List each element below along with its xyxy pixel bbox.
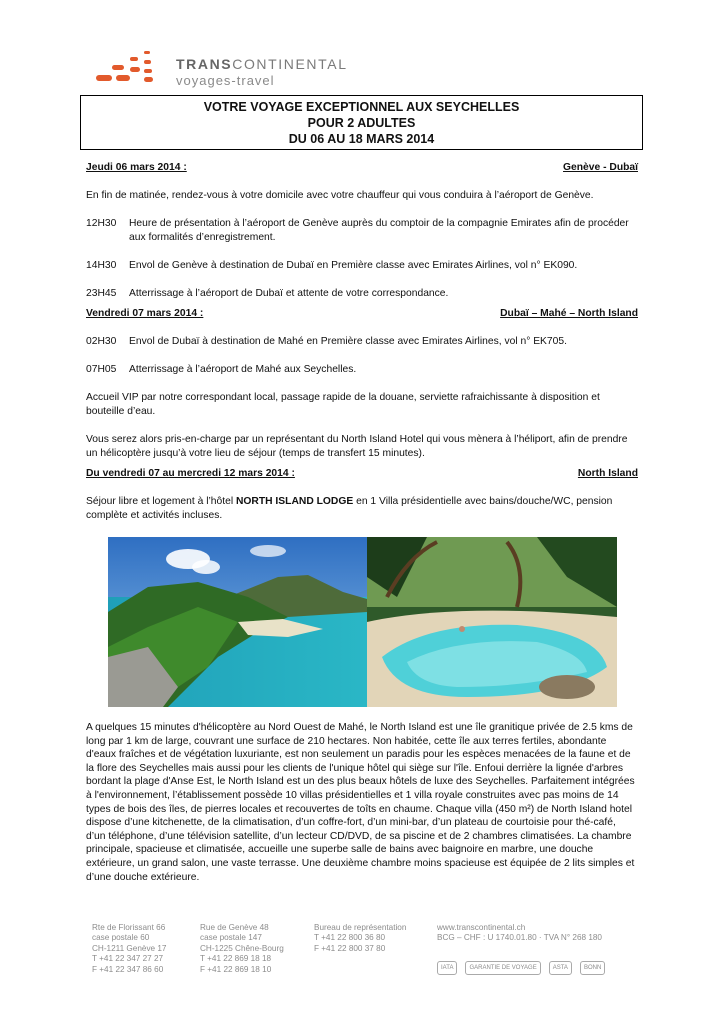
day-date: Jeudi 06 mars 2014 : [86, 162, 187, 173]
event-text: Atterrissage à l’aéroport de Mahé aux Seychelles. [129, 364, 357, 375]
title-line-3: DU 06 AU 18 MARS 2014 [288, 132, 435, 146]
event-time: 07H05 [86, 364, 117, 375]
schedule-row [86, 335, 638, 349]
hotel-description: A quelques 15 minutes d'hélicoptère au Nord Ouest de Mahé, le North Island est une île granitique privée de 2.5 kms de long par 1 km de large, couvrant une surface de 210 hectares. Non habitée, cette île aux terres fertiles, abondante d'eaux fraîches et de végétation luxuriante, est non seulement un paradis pour les espèces menacées de la faune et de la flore des Seychelles mais aussi pour les clients de l'unique hôtel qui siège sur l'île. Enfoui derrière la lignée d'arbres bordant la plage d'Anse Est, le North Island est un des plus beaux hôtels de luxe des Seychelles. Parfaitement intégrées à l'environnement, l’établissement possède 10 villas présidentielles et 1 villa royale construites avec pas moins de 14 types de bois des îles, de pierres locales et recouvertes de toîts en chaume. Chaque villa (450 m²) de North Island hotel dispose d’une kitchenette, de la climatisation, d’un coffre-fort, d’un mini-bar, d’un plateau de courtoisie pour thé-café, d’un téléphone, d’une télévision satellite, d’un lecteur CD/DVD, de sa piscine et de 2 chambres climatisées. La chambre principale, spacieuse et climatisée, accueille une superbe salle de bains avec baignoire en marbre, une douche extérieure, un grand salon, une vaste terrasse. Une deuxième chambre moins spacieuse est équipée de 2 lits simples et d’une douche extérieure. [86, 722, 635, 883]
day-heading [86, 467, 638, 481]
paragraph: Vous serez alors pris-en-charge par un représentant du North Island Hotel qui vous mènera à l’héliport, afin de prendre un hélicoptère jusqu’à votre lieu de séjour (temps de transfert 15 minutes). [86, 434, 628, 459]
event-time: 02H30 [86, 336, 117, 347]
day-heading [86, 307, 638, 321]
day-route: Dubaï – Mahé – North Island [500, 308, 638, 319]
hotel-name: NORTH ISLAND LODGE [235, 496, 354, 507]
asta-logo-icon: ASTA [549, 961, 572, 975]
day-route: North Island [577, 468, 638, 479]
brand-name: TRANSCONTINENTAL [176, 56, 348, 72]
title-line-1: VOTRE VOYAGE EXCEPTIONNEL AUX SEYCHELLES [203, 100, 520, 114]
brand-subtitle: voyages-travel [176, 73, 275, 88]
event-time: 12H30 [86, 218, 117, 229]
website-link[interactable]: www.transcontinental.ch [437, 923, 526, 932]
event-text: Envol de Genève à destination de Dubaï en Première classe avec Emirates Airlines, vol n° EK090. [129, 260, 578, 271]
event-time: 14H30 [86, 260, 117, 271]
title-line-2: POUR 2 ADULTES [307, 116, 416, 130]
footer-office: Bureau de représentation T +41 22 800 36 80 F +41 22 800 37 80 [314, 923, 407, 953]
event-time: 23H45 [86, 288, 117, 299]
pool-photo [367, 537, 617, 707]
island-aerial-photo [108, 537, 367, 707]
day-route: Genève - Dubaï [563, 162, 638, 173]
paragraph: Séjour libre et logement à l’hôtel NORTH ISLAND LODGE en 1 Villa présidentielle avec bains/douche/WC, pension complète et activités incluses. [86, 496, 613, 521]
footer-address-2: Rue de Genève 48 case postale 147 CH-1225 Chêne-Bourg T +41 22 869 18 18 F +41 22 869 18 10 [200, 923, 284, 974]
day-date: Du vendredi 07 au mercredi 12 mars 2014 : [86, 468, 295, 479]
day-heading [86, 161, 638, 175]
company-logo [92, 48, 348, 88]
footer-address-1: Rte de Florissant 66 case postale 60 CH-1211 Genève 17 T +41 22 347 27 27 F +41 22 347 86 60 [92, 923, 167, 974]
event-text: Atterrissage à l’aéroport de Dubaï et attente de votre correspondance. [129, 288, 449, 299]
bonn-logo-icon: BONN [580, 961, 605, 975]
document-title [80, 95, 643, 150]
schedule-row [86, 217, 638, 245]
footer-web: www.transcontinental.ch BCG – CHF : U 1740.01.80 · TVA N° 268 180 [437, 923, 602, 943]
schedule-row [86, 287, 638, 301]
day-date: Vendredi 07 mars 2014 : [86, 308, 204, 319]
iata-logo-icon: IATA [437, 961, 457, 975]
event-text: Heure de présentation à l’aéroport de Genève auprès du comptoir de la compagnie Emirates afin de procéder aux formalités d’enregistrement. [129, 218, 629, 243]
schedule-row [86, 363, 638, 377]
schedule-row [86, 259, 638, 273]
photo-strip [108, 537, 638, 707]
event-text: Envol de Dubaï à destination de Mahé en Première classe avec Emirates Airlines, vol n° EK705. [129, 336, 567, 347]
itinerary [86, 161, 638, 898]
paragraph: Accueil VIP par notre correspondant local, passage rapide de la douane, serviette rafraichissante à disposition et bouteille d’eau. [86, 392, 600, 417]
certification-logos [437, 961, 605, 975]
paragraph: En fin de matinée, rendez-vous à votre domicile avec votre chauffeur qui vous conduira à l’aéroport de Genève. [86, 190, 594, 201]
logo-dots-icon [92, 48, 162, 88]
travel-guarantee-logo-icon: GARANTIE DE VOYAGE [465, 961, 540, 975]
